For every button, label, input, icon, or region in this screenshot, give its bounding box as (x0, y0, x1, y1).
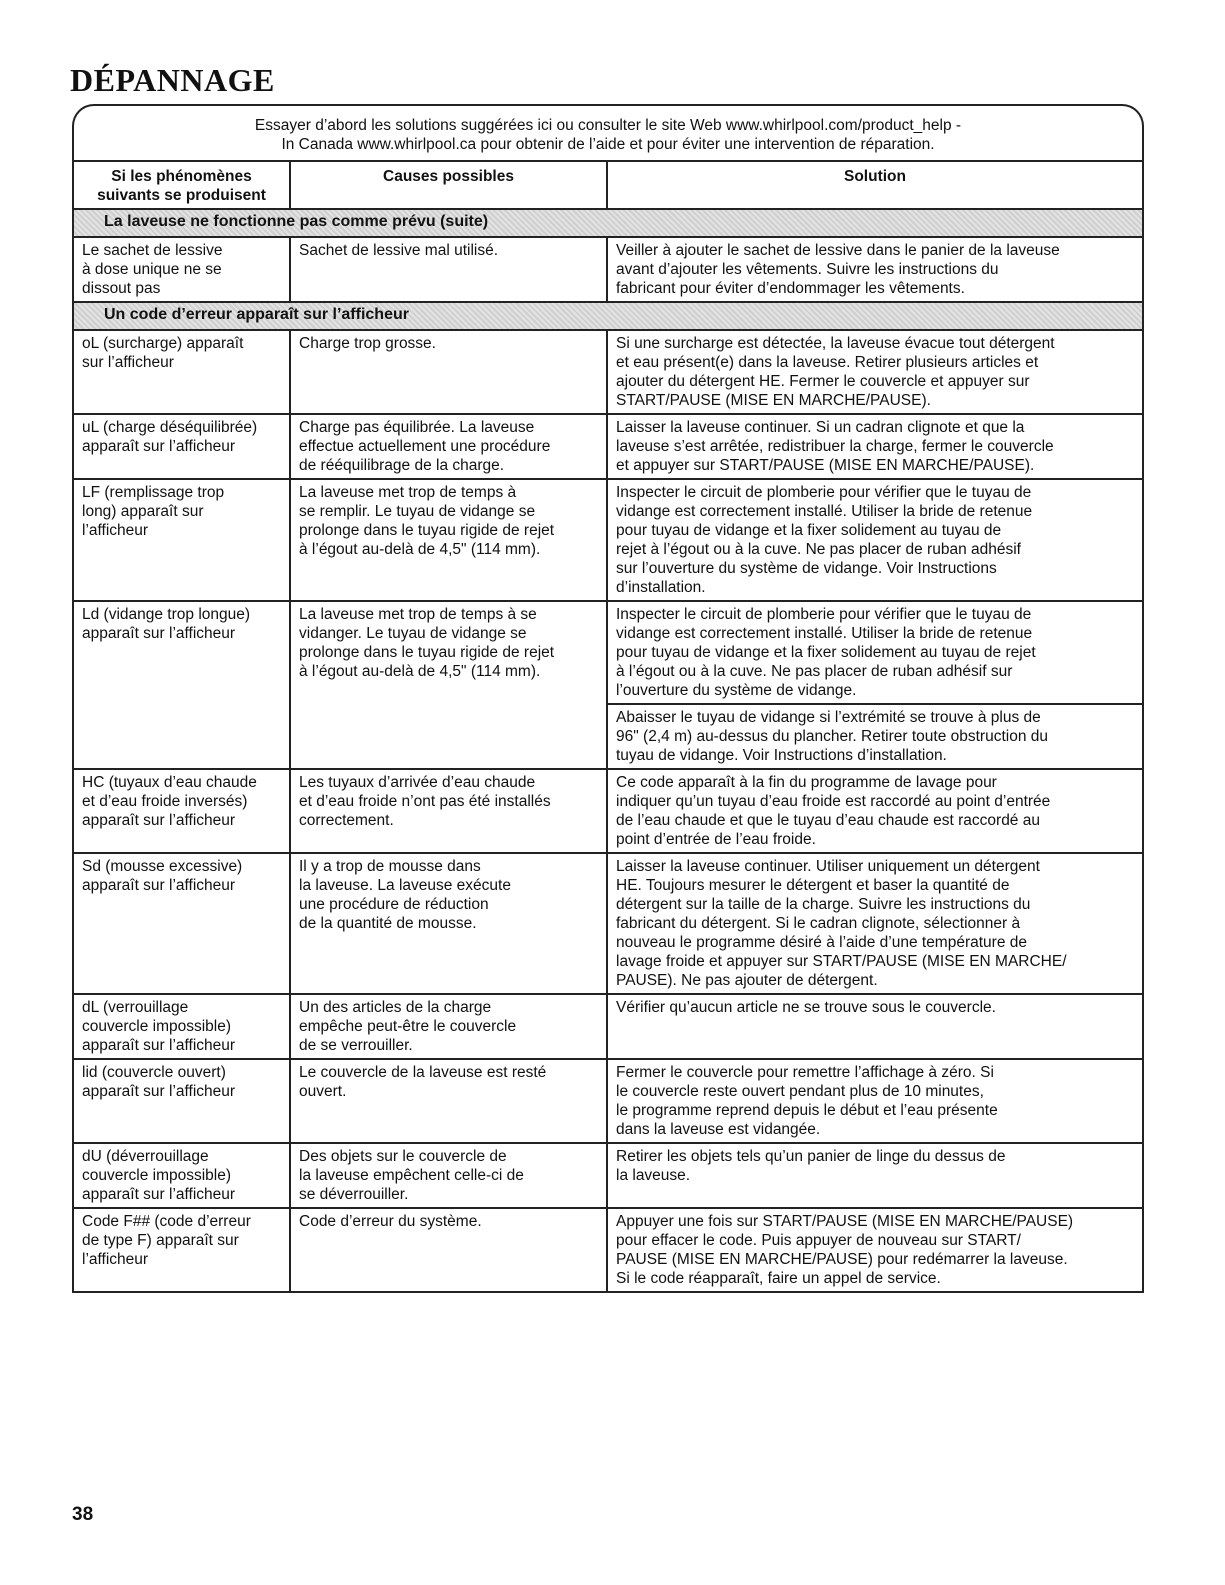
problem-cell-line: de type F) apparaît sur (82, 1232, 239, 1249)
solution-cell-line: 96" (2,4 m) au-dessus du plancher. Retirer toute obstruction du (616, 728, 1048, 745)
header-problem (73, 161, 290, 209)
table-row (73, 769, 1143, 853)
problem-cell-line: apparaît sur l’afficheur (82, 1037, 236, 1054)
solution-cell-line: Si le code réapparaît, faire un appel de service. (616, 1270, 941, 1287)
intro-text (74, 116, 1142, 154)
table-row (73, 414, 1143, 479)
cause-cell-line: Un des articles de la charge (299, 999, 492, 1016)
cause-cell-line: se remplir. Le tuyau de vidange se (299, 503, 536, 520)
cause-cell (290, 601, 607, 769)
problem-cell-line: dU (déverrouillage (82, 1148, 209, 1165)
cause-cell (290, 330, 607, 414)
problem-cell-line: dL (verrouillage (82, 999, 189, 1016)
cause-cell-line: Sachet de lessive mal utilisé. (299, 242, 499, 259)
header-cause: Causes possibles (290, 161, 607, 209)
solution-cell-line: Veiller à ajouter le sachet de lessive dans le panier de la laveuse (616, 242, 1060, 259)
cause-cell-line: et d’eau froide n’ont pas été installés (299, 793, 551, 810)
solution-cell (607, 704, 1143, 769)
solution-cell-line: vidange est correctement installé. Utiliser la bride de retenue (616, 625, 1033, 642)
cause-cell (290, 1143, 607, 1208)
solution-cell-line: sur l’ouverture du système de vidange. Voir Instructions (616, 560, 997, 577)
problem-cell-line: couvercle impossible) (82, 1167, 232, 1184)
problem-cell (73, 994, 290, 1059)
solution-cell-line: point d’entrée de l’eau froide. (616, 831, 816, 848)
solution-cell-line: vidange est correctement installé. Utiliser la bride de retenue (616, 503, 1033, 520)
solution-cell-line: de l’eau chaude et que le tuyau d’eau chaude est raccordé au (616, 812, 1040, 829)
cause-cell-line: Il y a trop de mousse dans (299, 858, 481, 875)
solution-cell-line: PAUSE). Ne pas ajouter de détergent. (616, 972, 878, 989)
problem-cell-line: Ld (vidange trop longue) (82, 606, 251, 623)
solution-cell-line: dans la laveuse est vidangée. (616, 1121, 821, 1138)
table-row (73, 994, 1143, 1059)
cause-cell-line: prolonge dans le tuyau rigide de rejet (299, 644, 555, 661)
solution-cell (607, 479, 1143, 601)
solution-cell-line: Inspecter le circuit de plomberie pour vérifier que le tuyau de (616, 606, 1032, 623)
problem-cell (73, 601, 290, 769)
cause-cell-line: à l’égout au-delà de 4,5" (114 mm). (299, 663, 541, 680)
solution-cell-line: Si une surcharge est détectée, la laveuse évacue tout détergent (616, 335, 1055, 352)
solution-cell-line: à l’égout ou à la cuve. Ne pas placer de ruban adhésif sur (616, 663, 1013, 680)
solution-cell-line: pour tuyau de vidange et la fixer solidement au tuyau de rejet (616, 644, 1036, 661)
problem-cell (73, 1143, 290, 1208)
solution-cell-line: d’installation. (616, 579, 706, 596)
problem-cell-line: lid (couvercle ouvert) (82, 1064, 226, 1081)
problem-cell-line: apparaît sur l’afficheur (82, 625, 236, 642)
cause-cell-line: la laveuse empêchent celle-ci de (299, 1167, 524, 1184)
cause-cell-line: Le couvercle de la laveuse est resté (299, 1064, 547, 1081)
problem-cell-line: long) apparaît sur (82, 503, 204, 520)
solution-cell-line: détergent sur la taille de la charge. Suivre les instructions du (616, 896, 1031, 913)
solution-cell (607, 994, 1143, 1059)
solution-cell-line: ajouter du détergent HE. Fermer le couvercle et appuyer sur (616, 373, 1030, 390)
problem-cell-line: apparaît sur l’afficheur (82, 1083, 236, 1100)
header-solution: Solution (607, 161, 1143, 209)
problem-cell-line: l’afficheur (82, 522, 149, 539)
solution-cell-line: Inspecter le circuit de plomberie pour vérifier que le tuyau de (616, 484, 1032, 501)
solution-cell-line: Ce code apparaît à la fin du programme de lavage pour (616, 774, 997, 791)
problem-cell (73, 853, 290, 994)
solution-cell-line: et appuyer sur START/PAUSE (MISE EN MARCHE/PAUSE). (616, 457, 1035, 474)
problem-cell-line: l’afficheur (82, 1251, 149, 1268)
section-header-row (73, 302, 1143, 330)
problem-cell-line: Sd (mousse excessive) (82, 858, 243, 875)
solution-cell-line: l’ouverture du système de vidange. (616, 682, 857, 699)
cause-cell-line: une procédure de réduction (299, 896, 489, 913)
table-row (73, 853, 1143, 994)
solution-cell-line: tuyau de vidange. Voir Instructions d’installation. (616, 747, 947, 764)
solution-cell (607, 853, 1143, 994)
cause-cell (290, 769, 607, 853)
problem-cell (73, 237, 290, 302)
problem-cell-line: Code F## (code d’erreur (82, 1213, 251, 1230)
problem-cell-line: apparaît sur l’afficheur (82, 1186, 236, 1203)
page-number: 38 (72, 1504, 94, 1525)
solution-cell-line: PAUSE (MISE EN MARCHE/PAUSE) pour redémarrer la laveuse. (616, 1251, 1068, 1268)
cause-cell-line: ouvert. (299, 1083, 347, 1100)
table-row (73, 1208, 1143, 1292)
cause-cell-line: empêche peut-être le couvercle (299, 1018, 517, 1035)
table-row (73, 601, 1143, 704)
solution-cell-line: Abaisser le tuyau de vidange si l’extrémité se trouve à plus de (616, 709, 1041, 726)
solution-cell-line: nouveau le programme désiré à l’aide d’une température de (616, 934, 1027, 951)
cause-cell-line: Les tuyaux d’arrivée d’eau chaude (299, 774, 536, 791)
intro-line-1: Essayer d’abord les solutions suggérées ici ou consulter le site Web www.whirlpool.com/product_help - (254, 117, 962, 134)
solution-cell (607, 237, 1143, 302)
troubleshooting-table (72, 160, 1144, 1293)
problem-cell-line: LF (remplissage trop (82, 484, 225, 501)
problem-cell-line: et d’eau froide inversés) (82, 793, 248, 810)
problem-cell-line: oL (surcharge) apparaît (82, 335, 244, 352)
problem-cell-line: apparaît sur l’afficheur (82, 438, 236, 455)
cause-cell (290, 1208, 607, 1292)
problem-cell (73, 1208, 290, 1292)
section-title: Un code d’erreur apparaît sur l’afficheur (73, 302, 1143, 330)
table-row (73, 1143, 1143, 1208)
problem-cell-line: sur l’afficheur (82, 354, 174, 371)
table-row (73, 237, 1143, 302)
solution-cell-line: pour effacer le code. Puis appuyer de nouveau sur START/ (616, 1232, 1021, 1249)
problem-cell-line: Le sachet de lessive (82, 242, 223, 259)
problem-cell-line: dissout pas (82, 280, 161, 297)
problem-cell (73, 479, 290, 601)
cause-cell-line: La laveuse met trop de temps à se (299, 606, 537, 623)
intro-line-2: In Canada www.whirlpool.ca pour obtenir de l’aide et pour éviter une intervention de réparation. (281, 136, 935, 153)
solution-cell-line: indiquer qu’un tuyau d’eau froide est raccordé au point d’entrée (616, 793, 1051, 810)
solution-cell-line: START/PAUSE (MISE EN MARCHE/PAUSE). (616, 392, 931, 409)
header-problem-line-2: suivants se produisent (97, 187, 266, 204)
problem-cell (73, 769, 290, 853)
page-title: DÉPANNAGE (70, 62, 275, 98)
solution-cell-line: pour tuyau de vidange et la fixer solidement au tuyau de (616, 522, 1002, 539)
solution-cell-line: HE. Toujours mesurer le détergent et baser la quantité de (616, 877, 1010, 894)
solution-cell (607, 1208, 1143, 1292)
solution-cell-line: la laveuse. (616, 1167, 691, 1184)
solution-cell-line: Vérifier qu’aucun article ne se trouve sous le couvercle. (616, 999, 996, 1016)
cause-cell-line: effectue actuellement une procédure (299, 438, 551, 455)
solution-cell-line: Appuyer une fois sur START/PAUSE (MISE EN MARCHE/PAUSE) (616, 1213, 1074, 1230)
cause-cell (290, 1059, 607, 1143)
problem-cell (73, 1059, 290, 1143)
cause-cell-line: correctement. (299, 812, 394, 829)
cause-cell (290, 994, 607, 1059)
problem-cell (73, 414, 290, 479)
cause-cell-line: Charge trop grosse. (299, 335, 436, 352)
solution-cell-line: lavage froide et appuyer sur START/PAUSE (MISE EN MARCHE/ (616, 953, 1067, 970)
table-row (73, 330, 1143, 414)
solution-cell-line: fabricant du détergent. Si le cadran clignote, sélectionner à (616, 915, 1021, 932)
solution-cell-line: Laisser la laveuse continuer. Si un cadran clignote et que la (616, 419, 1025, 436)
solution-cell-line: Fermer le couvercle pour remettre l’affichage à zéro. Si (616, 1064, 994, 1081)
cause-cell (290, 414, 607, 479)
solution-cell (607, 330, 1143, 414)
table-row (73, 1059, 1143, 1143)
solution-cell-line: le couvercle reste ouvert pendant plus de 10 minutes, (616, 1083, 984, 1100)
table-row (73, 479, 1143, 601)
cause-cell-line: de rééquilibrage de la charge. (299, 457, 505, 474)
solution-cell (607, 601, 1143, 704)
problem-cell-line: apparaît sur l’afficheur (82, 877, 236, 894)
section-title: La laveuse ne fonctionne pas comme prévu (suite) (73, 209, 1143, 237)
solution-cell-line: avant d’ajouter les vêtements. Suivre les instructions du (616, 261, 999, 278)
cause-cell-line: de se verrouiller. (299, 1037, 413, 1054)
cause-cell-line: la laveuse. La laveuse exécute (299, 877, 511, 894)
cause-cell-line: à l’égout au-delà de 4,5" (114 mm). (299, 541, 541, 558)
header-problem-line-1: Si les phénomènes (111, 168, 252, 185)
solution-cell-line: laveuse s’est arrêtée, redistribuer la charge, fermer le couvercle (616, 438, 1054, 455)
solution-cell-line: et eau présent(e) dans la laveuse. Retirer plusieurs articles et (616, 354, 1039, 371)
solution-cell (607, 1143, 1143, 1208)
solution-cell-line: Retirer les objets tels qu’un panier de linge du dessus de (616, 1148, 1006, 1165)
cause-cell-line: prolonge dans le tuyau rigide de rejet (299, 522, 555, 539)
problem-cell-line: couvercle impossible) (82, 1018, 232, 1035)
problem-cell (73, 330, 290, 414)
table-header-row (73, 161, 1143, 209)
cause-cell (290, 237, 607, 302)
solution-cell-line: rejet à l’égout ou à la cuve. Ne pas placer de ruban adhésif (616, 541, 1021, 558)
problem-cell-line: apparaît sur l’afficheur (82, 812, 236, 829)
solution-cell (607, 1059, 1143, 1143)
table-body (73, 209, 1143, 1292)
solution-cell (607, 414, 1143, 479)
solution-cell-line: Laisser la laveuse continuer. Utiliser uniquement un détergent (616, 858, 1040, 875)
cause-cell-line: de la quantité de mousse. (299, 915, 477, 932)
cause-cell-line: Code d’erreur du système. (299, 1213, 482, 1230)
cause-cell-line: vidanger. Le tuyau de vidange se (299, 625, 527, 642)
solution-cell-line: le programme reprend depuis le début et l’eau présente (616, 1102, 998, 1119)
problem-cell-line: à dose unique ne se (82, 261, 222, 278)
cause-cell-line: se déverrouiller. (299, 1186, 409, 1203)
section-header-row (73, 209, 1143, 237)
solution-cell-line: fabricant pour éviter d’endommager les vêtements. (616, 280, 965, 297)
cause-cell-line: La laveuse met trop de temps à (299, 484, 517, 501)
problem-cell-line: uL (charge déséquilibrée) (82, 419, 258, 436)
solution-cell (607, 769, 1143, 853)
cause-cell (290, 479, 607, 601)
cause-cell-line: Charge pas équilibrée. La laveuse (299, 419, 535, 436)
problem-cell-line: HC (tuyaux d’eau chaude (82, 774, 257, 791)
cause-cell-line: Des objets sur le couvercle de (299, 1148, 507, 1165)
cause-cell (290, 853, 607, 994)
